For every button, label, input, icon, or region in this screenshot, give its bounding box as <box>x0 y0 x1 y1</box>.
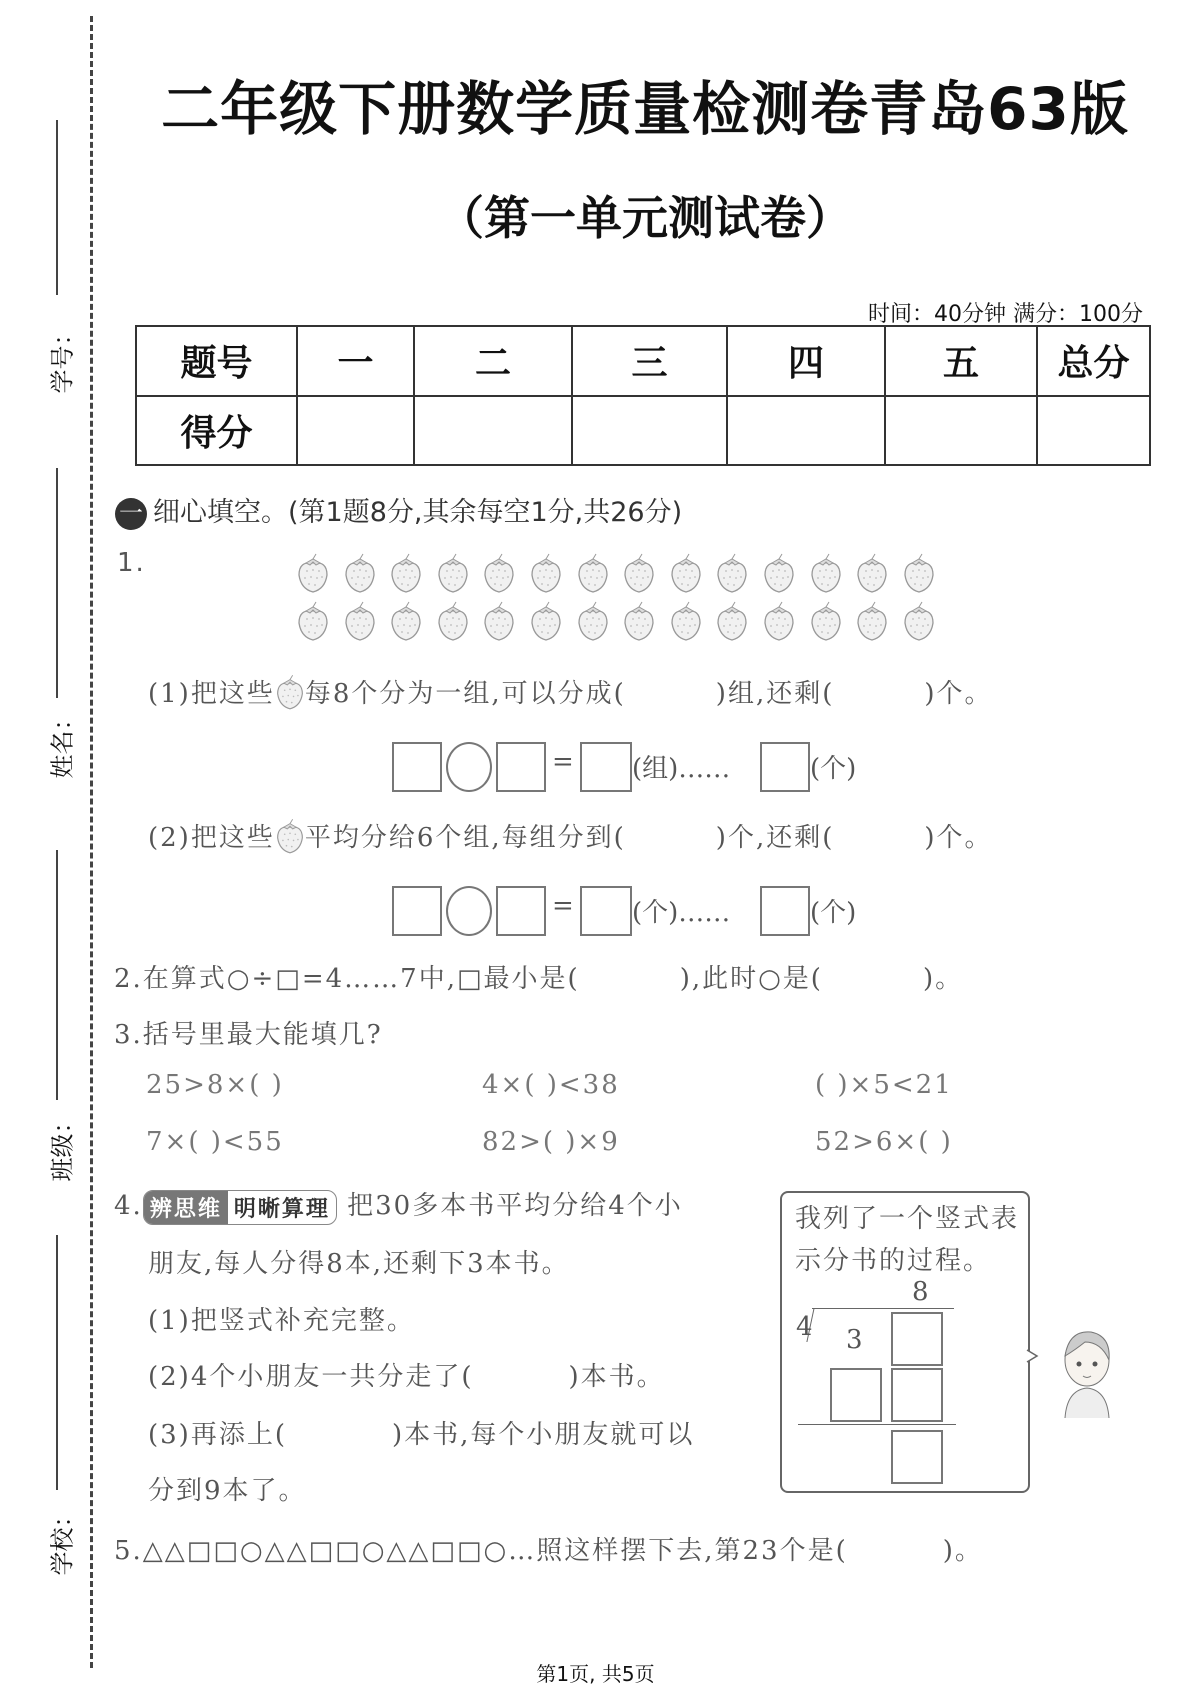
binding-dashed-line <box>90 16 93 1668</box>
q2 <box>114 958 963 995</box>
quotient: 8 <box>912 1277 931 1307</box>
strawberry-icon <box>436 553 470 597</box>
q4-number: 4. <box>114 1191 143 1221</box>
vertical-division-box[interactable] <box>891 1312 943 1366</box>
q2-text: 2.在算式○÷□=4……7中,□最小是( <box>114 964 580 994</box>
q4-line5 <box>148 1414 694 1451</box>
eq1-unit-groups: (组)…… <box>632 754 731 784</box>
name-underline <box>56 468 58 698</box>
score-header-cell: 三 <box>572 326 727 396</box>
equation-box[interactable] <box>580 742 632 792</box>
q1-part2 <box>148 817 993 861</box>
time-info: 时间：40分钟 满分：100分 <box>868 302 1143 327</box>
q4-line2: 朋友,每人分得8本,还剩下3本书。 <box>148 1249 570 1279</box>
score-header-cell: 总分 <box>1037 326 1150 396</box>
divisor: 4 <box>796 1312 815 1342</box>
q3-item[interactable]: 4×( )<38 <box>482 1070 620 1100</box>
q2-text: ),此时○是( <box>679 964 823 994</box>
q1-part2-text: (2)把这些 <box>148 823 275 853</box>
q4-tag-thinking: 辨思维 <box>144 1191 228 1224</box>
score-cell[interactable] <box>1037 396 1150 466</box>
q4-text: (2)4个小朋友一共分走了( <box>148 1362 474 1392</box>
strawberry-icon <box>296 553 330 597</box>
score-table-header-row <box>136 326 1150 396</box>
q4-text: (3)再添上( <box>148 1420 287 1450</box>
strawberry-icon <box>715 601 749 645</box>
equation-box[interactable] <box>496 742 546 792</box>
strawberry-icon <box>715 553 749 597</box>
dividend-tens: 3 <box>846 1325 865 1355</box>
page-footer: 第1页, 共5页 <box>536 1662 655 1686</box>
strawberry-icon <box>576 601 610 645</box>
score-table-score-row <box>136 396 1150 466</box>
strawberry-icon <box>529 601 563 645</box>
school-underline <box>56 1235 58 1490</box>
strawberry-icon <box>343 601 377 645</box>
page-title: 二年级下册数学质量检测卷青岛63版 <box>161 75 1129 143</box>
boy-illustration-icon <box>1025 1320 1120 1420</box>
strawberry-icon <box>482 553 516 597</box>
q3-title: 3.括号里最大能填几? <box>114 1020 383 1050</box>
equation-box[interactable] <box>392 742 442 792</box>
q4-text: )本书。 <box>568 1362 665 1392</box>
q4-line3: (1)把竖式补充完整。 <box>148 1306 415 1336</box>
score-header-cell: 一 <box>297 326 414 396</box>
strawberry-icon <box>275 818 305 861</box>
q5 <box>114 1530 983 1567</box>
page-subtitle: （第一单元测试卷） <box>438 191 852 245</box>
score-cell[interactable] <box>727 396 885 466</box>
section-1-title: 细心填空。(第1题8分,其余每空1分,共26分) <box>153 497 683 528</box>
operator-circle[interactable] <box>446 886 492 936</box>
q4-line6: 分到9本了。 <box>148 1476 307 1506</box>
q4-tag-reasoning: 明晰算理 <box>233 1196 330 1222</box>
q4-line4 <box>148 1356 665 1393</box>
q2-text: )。 <box>922 964 964 994</box>
strawberry-icon <box>529 553 563 597</box>
strawberry-icon <box>343 553 377 597</box>
strawberry-icon <box>902 553 936 597</box>
class-underline <box>56 850 58 1100</box>
bubble-text: 我列了一个竖式表 <box>795 1204 1020 1234</box>
score-cell[interactable] <box>297 396 414 466</box>
score-cell[interactable] <box>572 396 727 466</box>
score-header-cell: 二 <box>414 326 572 396</box>
q5-text: 5.△△□□○△△□□○△△□□○…照这样摆下去,第23个是( <box>114 1536 848 1566</box>
vertical-division-box[interactable] <box>830 1368 882 1422</box>
strawberry-icon <box>482 601 516 645</box>
q4-text: 把30多本书平均分给4个小 <box>347 1191 683 1221</box>
strawberry-icon <box>576 553 610 597</box>
score-table <box>135 325 1151 466</box>
q1-part1-text: )个。 <box>924 679 993 709</box>
strawberry-icon <box>389 601 423 645</box>
strawberry-icon <box>855 553 889 597</box>
q4-line1 <box>114 1185 683 1225</box>
strawberry-icon <box>669 601 703 645</box>
vertical-division-box[interactable] <box>891 1430 943 1484</box>
strawberry-icon <box>669 553 703 597</box>
strawberry-icon <box>809 601 843 645</box>
score-header-cell: 题号 <box>136 326 297 396</box>
strawberry-icon <box>622 601 656 645</box>
eq1-unit-items: (个) <box>810 754 857 784</box>
eq2-unit-items: (个) <box>810 898 857 928</box>
school-label: 学校： <box>48 1503 77 1576</box>
strawberry-icon <box>296 601 330 645</box>
section-1-header <box>115 490 682 530</box>
equation-box[interactable] <box>392 886 442 936</box>
equation-box[interactable] <box>580 886 632 936</box>
division-bracket <box>812 1308 954 1309</box>
score-row-label: 得分 <box>136 396 297 466</box>
strawberry-icon <box>902 601 936 645</box>
score-header-cell: 四 <box>727 326 885 396</box>
strawberry-icon <box>762 601 796 645</box>
q1-part1-text: (1)把这些 <box>148 679 275 709</box>
equation-box[interactable] <box>496 886 546 936</box>
q3-item[interactable]: 7×( )<55 <box>146 1127 284 1157</box>
score-cell[interactable] <box>414 396 572 466</box>
equals-sign: = <box>552 747 576 777</box>
division-line <box>798 1424 956 1425</box>
student-id-label: 学号： <box>48 321 77 394</box>
q1-part2-text: 平均分给6个组,每组分到( <box>304 823 626 853</box>
score-cell[interactable] <box>885 396 1037 466</box>
equation-box[interactable] <box>760 886 810 936</box>
q3-item[interactable]: 52>6×( ) <box>815 1127 953 1157</box>
q4-tag <box>143 1190 337 1225</box>
q1-part1 <box>148 673 993 717</box>
strawberry-icon <box>855 601 889 645</box>
strawberry-icon <box>622 553 656 597</box>
section-number-badge: 一 <box>115 498 147 530</box>
q1-part2-text: )个。 <box>924 823 993 853</box>
strawberry-icon <box>762 553 796 597</box>
operator-circle[interactable] <box>446 742 492 792</box>
vertical-division-box[interactable] <box>891 1368 943 1422</box>
q1-part1-text: )组,还剩( <box>715 679 835 709</box>
class-label: 班级： <box>48 1109 77 1182</box>
q4-text: )本书,每个小朋友就可以 <box>391 1420 695 1450</box>
name-label: 姓名： <box>48 706 77 779</box>
q5-text: )。 <box>942 1536 983 1566</box>
q3-item[interactable]: ( )×5<21 <box>815 1070 953 1100</box>
equation-box[interactable] <box>760 742 810 792</box>
q3-item[interactable]: 25>8×( ) <box>146 1070 284 1100</box>
score-header-cell: 五 <box>885 326 1037 396</box>
q3-item[interactable]: 82>( )×9 <box>482 1127 620 1157</box>
bubble-text: 示分书的过程。 <box>795 1246 992 1276</box>
eq2-unit-items: (个)…… <box>632 898 731 928</box>
q1-part1-text: 每8个分为一组,可以分成( <box>304 679 626 709</box>
q1-number: 1. <box>117 548 146 578</box>
strawberry-icon <box>809 553 843 597</box>
strawberry-icon <box>436 601 470 645</box>
strawberry-icon <box>275 674 305 717</box>
strawberry-icon <box>389 553 423 597</box>
q1-part2-text: )个,还剩( <box>715 823 835 853</box>
equals-sign: = <box>552 891 576 921</box>
